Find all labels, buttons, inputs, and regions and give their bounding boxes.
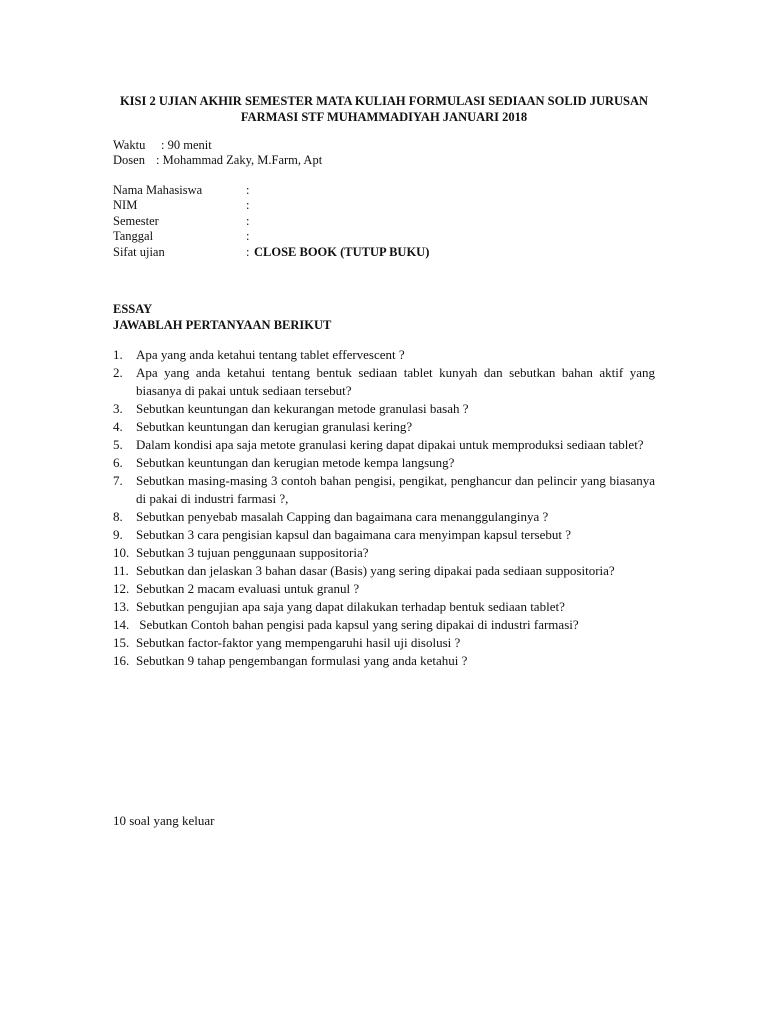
info-row-waktu (113, 138, 322, 153)
question-number: 10. (113, 545, 130, 560)
question-number: 16. (113, 653, 130, 668)
field-colon: : (246, 229, 250, 244)
question-item (113, 544, 655, 562)
question-number: 15. (113, 635, 130, 650)
question-text: Sebutkan dan jelaskan 3 bahan dasar (Basis) yang sering dipakai pada sediaan suppositoria? (136, 563, 615, 578)
exam-info (113, 138, 322, 168)
field-colon: : (246, 244, 250, 259)
title-line-1: KISI 2 UJIAN AKHIR SEMESTER MATA KULIAH FORMULASI SEDIAAN SOLID JURUSAN (119, 94, 649, 108)
essay-section-header (113, 301, 331, 333)
student-field-tanggal (113, 229, 633, 244)
question-item (113, 616, 655, 634)
question-item (113, 364, 655, 400)
question-item (113, 454, 655, 472)
question-number: 14. (113, 617, 130, 632)
question-number: 6. (113, 455, 123, 470)
field-label: Tanggal (113, 229, 154, 244)
question-item (113, 580, 655, 598)
info-row-dosen (113, 153, 322, 168)
student-fields (113, 183, 633, 260)
question-number: 3. (113, 401, 123, 416)
question-text: Sebutkan masing-masing 3 contoh bahan pengisi, pengikat, penghancur dan pelincir yang biasanya di pakai di industri farmasi ?, (136, 473, 655, 506)
question-number: 8. (113, 509, 123, 524)
question-item (113, 346, 655, 364)
question-text: Sebutkan penyebab masalah Capping dan bagaimana cara menanggulanginya ? (136, 509, 549, 524)
question-item (113, 652, 655, 670)
question-item (113, 526, 655, 544)
question-number: 12. (113, 581, 130, 596)
question-text: Sebutkan Contoh bahan pengisi pada kapsul yang sering dipakai di industri farmasi? (136, 617, 579, 632)
info-label: Dosen (113, 153, 145, 167)
field-label: Sifat ujian (113, 244, 165, 259)
question-text: Sebutkan 3 tujuan penggunaan suppositoria? (136, 545, 369, 560)
question-number: 4. (113, 419, 123, 434)
question-item (113, 598, 655, 616)
document-title (96, 93, 672, 125)
question-list (113, 346, 655, 670)
question-item (113, 508, 655, 526)
question-number: 2. (113, 365, 123, 380)
student-field-semester (113, 214, 633, 229)
question-number: 9. (113, 527, 123, 542)
field-colon: : (246, 213, 250, 228)
question-item (113, 634, 655, 652)
question-item (113, 472, 655, 508)
question-text: Apa yang anda ketahui tentang tablet effervescent ? (136, 347, 405, 362)
student-field-sifat-ujian (113, 245, 633, 260)
question-text: Sebutkan factor-faktor yang mempengaruhi hasil uji disolusi ? (136, 635, 461, 650)
footer-note: 10 soal yang keluar (113, 813, 215, 828)
section-instruction: JAWABLAH PERTANYAAN BERIKUT (113, 318, 332, 332)
question-text: Sebutkan 9 tahap pengembangan formulasi yang anda ketahui ? (136, 653, 468, 668)
question-text: Sebutkan keuntungan dan kekurangan metode granulasi basah ? (136, 401, 469, 416)
question-number: 1. (113, 347, 123, 362)
field-colon: : (246, 183, 250, 197)
title-line-2: FARMASI STF MUHAMMADIYAH JANUARI 2018 (240, 110, 528, 124)
section-heading: ESSAY (113, 302, 153, 316)
question-item (113, 562, 655, 580)
question-item (113, 418, 655, 436)
question-text: Apa yang anda ketahui tentang bentuk sediaan tablet kunyah dan sebutkan bahan aktif yang biasanya di pakai untuk sediaan tersebut? (136, 365, 655, 398)
field-value: CLOSE BOOK (TUTUP BUKU) (254, 244, 430, 259)
info-label: Waktu (113, 138, 146, 152)
question-number: 7. (113, 473, 123, 488)
question-text: Sebutkan pengujian apa saja yang dapat dilakukan terhadap bentuk sediaan tablet? (136, 599, 565, 614)
question-text: Sebutkan 2 macam evaluasi untuk granul ? (136, 581, 360, 596)
question-number: 13. (113, 599, 130, 614)
student-field-nama (113, 183, 633, 198)
question-text: Sebutkan keuntungan dan kerugian granulasi kering? (136, 419, 413, 434)
question-text: Sebutkan 3 cara pengisian kapsul dan bagaimana cara menyimpan kapsul tersebut ? (136, 527, 571, 542)
field-label: Nama Mahasiswa (113, 183, 203, 197)
question-number: 5. (113, 437, 123, 452)
question-item (113, 400, 655, 418)
question-text: Sebutkan keuntungan dan kerugian metode kempa langsung? (136, 455, 455, 470)
field-colon: : (246, 198, 250, 213)
question-text: Dalam kondisi apa saja metote granulasi kering dapat dipakai untuk memproduksi sediaan tablet? (136, 437, 644, 452)
student-field-nim (113, 198, 633, 213)
question-item (113, 436, 655, 454)
field-label: Semester (113, 213, 159, 228)
info-value: : 90 menit (161, 138, 212, 152)
field-label: NIM (113, 198, 138, 213)
info-value: : Mohammad Zaky, M.Farm, Apt (156, 153, 323, 167)
question-number: 11. (113, 563, 129, 578)
